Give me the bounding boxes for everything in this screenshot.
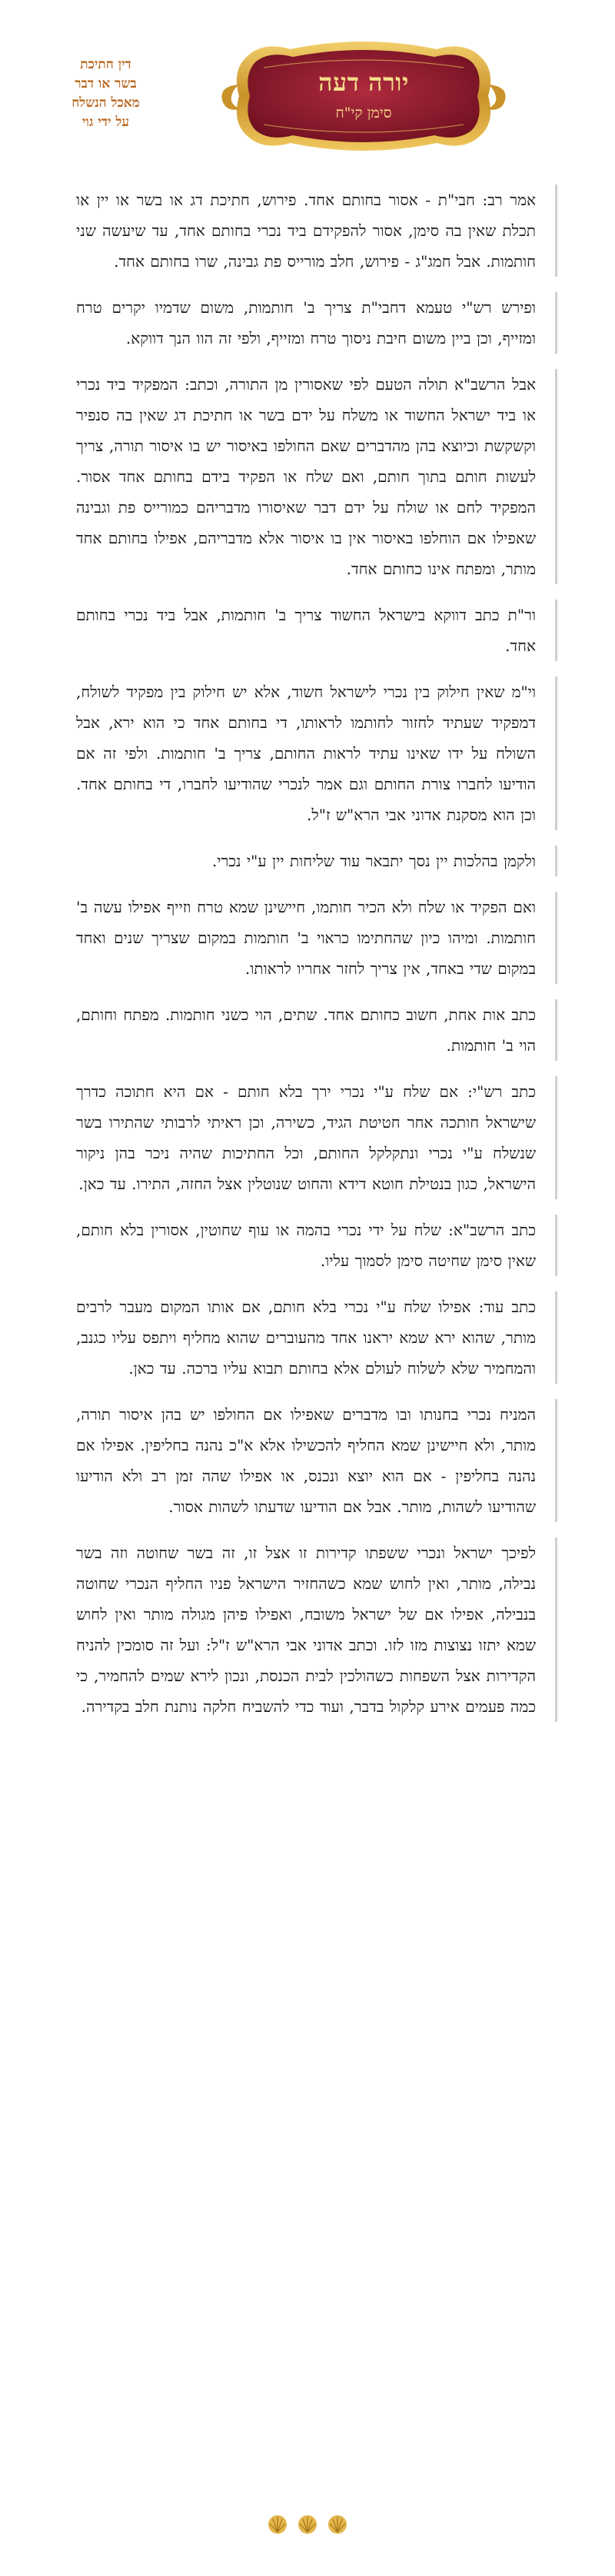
- paragraph: לפיכך ישראל ונכרי ששפתו קדירות זו אצל זו, זה בשר שחוטה וזה בשר נבילה, מותר, ואין לחוש שמא כשהחזיר הישראל פניו החליף הנכרי שחוטה בנבילה, אפילו אם של ישראל משובח, ואפילו פיהן מגולה מותר ואין לחוש שמא יתזו נצוצות מזו לזו. וכתב אדוני אבי הרא"ש ז"ל: ועל זה סומכין להניח הקדירות אצל השפחות כשהולכין לבית הכנסת, ונכון לירא שמים להחמיר, כי כמה פעמים אירע קלקול בדבר, ועוד כדי להשביח חלקה נותנת חלב בקדירה.: [65, 1537, 557, 1722]
- paragraph: כתב אות אחת, חשוב כחותם אחד. שתים, הוי כשני חותמות. מפתח וחותם, הוי ב' חותמות.: [65, 999, 557, 1061]
- paragraph: ולקמן בהלכות יין נסך יתבאר עוד שליחות יין ע"י נכרי.: [65, 846, 557, 876]
- end-ornament: [0, 2514, 615, 2535]
- main-text: [65, 184, 557, 1737]
- side-note-line: בשר או דבר: [75, 76, 137, 91]
- title-banner: [218, 38, 510, 154]
- banner-title: יורה דעה: [318, 68, 409, 97]
- banner-subtitle: סימן קי"ח: [335, 105, 392, 121]
- side-note-line: על ידי גוי: [82, 115, 129, 130]
- gold-shell-icon: [267, 2514, 288, 2535]
- paragraph: כתב הרשב"א: שלח על ידי נכרי בהמה או עוף שחוטין, אסורין בלא חותם, שאין סימן שחיטה סימן לסמוך עליו.: [65, 1215, 557, 1276]
- paragraph: אבל הרשב"א תולה הטעם לפי שאסורין מן התורה, וכתב: המפקיד ביד נכרי או ביד ישראל החשוד או משלח על ידם בשר או חתיכת דג שאין בה סנפיר וקשקשת וכיוצא בהן מהדברים שאם החולפו באיסור יש בו איסור תורה, צריך לעשות חותם בתוך חותם, ואם שלח או הפקיד בידם בחותם אחד אסור. המפקיד לחם או שולח על ידם דבר שאיסורו מדבריהם כמורייס פת וגבינה שאפילו אם הוחלפו באיסור אין בו איסור אלא מדבריהם, אפילו בחותם אחד מותר, ומפתח אינו כחותם אחד.: [65, 369, 557, 584]
- paragraph: וי"מ שאין חילוק בין נכרי לישראל חשוד, אלא יש חילוק בין מפקיד לשולח, דמפקיד שעתיד לחזור לחותמו לראותו, די בחותם אחד כי הוא ירא, אבל השולח על ידו שאינו עתיד לראות החותם, צריך ב' חותמות. ולפי זה אם הודיעו לחברו צורת החותם וגם אמר לנכרי שהודיעו לחברו, די בחותם אחד. וכן הוא מסקנת אדוני אבי הרא"ש ז"ל.: [65, 676, 557, 830]
- paragraph: אמר רב: חבי"ת - אסור בחותם אחד. פירוש, חתיכת דג או בשר או יין או תכלת שאין בה סימן, אסור להפקידם ביד נכרי בחותם אחד, עד שיעשה שני חותמות. אבל חמג"ג - פירוש, חלב מורייס פת גבינה, שרו בחותם אחד.: [65, 184, 557, 277]
- side-note-line: מאכל הנשלח: [71, 95, 140, 111]
- paragraph: ור"ת כתב דווקא בישראל החשוד צריך ב' חותמות, אבל ביד נכרי בחותם אחד.: [65, 600, 557, 661]
- paragraph: כתב עוד: אפילו שלח ע"י נכרי בלא חותם, אם אותו המקום מעבר לרבים מותר, שהוא ירא שמא יראנו אחד מהעוברים שהוא מחליף ויתפס עליו כגנב, והמחמיר שלא לשלוח לעולם אלא בחותם תבוא עליו ברכה. עד כאן.: [65, 1291, 557, 1384]
- header: [0, 38, 615, 154]
- gold-shell-icon: [297, 2514, 318, 2535]
- paragraph: כתב רש"י: אם שלח ע"י נכרי ירך בלא חותם - אם היא חתוכה כדרך שישראל חותכה אחר חטיטת הגיד, כשירה, וכן ראיתי לרבותי שהתירו בשר שנשלח ע"י נכרי ונתקלקל החותם, וכל החתיכות שהיה ניכר בהן ניקור הישראל, כגון בנטילת חוטא דידא והחוט שנוטלין אצל החזה, התירו. עד כאן.: [65, 1076, 557, 1199]
- paragraph: ואם הפקיד או שלח ולא הכיר חותמו, חיישינן שמא טרח וזייף אפילו עשה ב' חותמות. ומיהו כיון שהחתימו כראוי ב' חותמות במקום שצריך שנים ואחד במקום שדי באחד, אין צריך לחזר אחריו לראותו.: [65, 892, 557, 984]
- paragraph: ופירש רש"י טעמא דחבי"ת צריך ב' חותמות, משום שדמיו יקרים טרח ומזייף, וכן ביין משום חיבת ניסוך טרח ומזייף, ולפי זה הוו הנך דווקא.: [65, 292, 557, 354]
- side-note-line: דין חתיכת: [80, 57, 131, 72]
- gold-shell-icon: [327, 2514, 348, 2535]
- side-note: [38, 55, 173, 132]
- paragraph: המניח נכרי בחנותו ובו מדברים שאפילו אם החולפו יש בהן איסור תורה, מותר, ולא חיישינן שמא החליף להכשילו אלא א"כ נהנה בחליפין. אפילו אם נהנה בחליפין - אם הוא יוצא ונכנס, או אפילו שהה זמן רב ולא הודיעו שהודיעו לשהות, מותר. אבל אם הודיעו שדעתו לשהות אסור.: [65, 1399, 557, 1522]
